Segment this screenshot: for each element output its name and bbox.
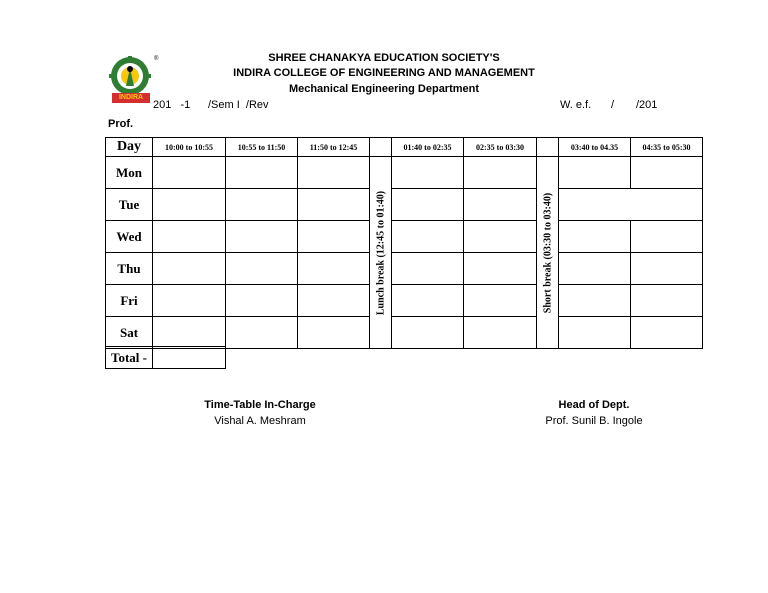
- table-cell[interactable]: [153, 221, 226, 253]
- table-cell[interactable]: [226, 285, 298, 317]
- table-cell[interactable]: [464, 285, 537, 317]
- table-row: [106, 157, 703, 189]
- merged-table-cell[interactable]: [559, 189, 703, 221]
- day-label: Wed: [106, 221, 153, 253]
- table-cell[interactable]: [153, 317, 226, 349]
- table-cell[interactable]: [631, 221, 703, 253]
- logo-registered-mark: ®: [154, 56, 159, 62]
- slot-header: 04:35 to 05:30: [631, 138, 703, 157]
- table-cell[interactable]: [153, 285, 226, 317]
- table-cell[interactable]: [298, 157, 370, 189]
- slot-header: 01:40 to 02:35: [392, 138, 464, 157]
- table-cell[interactable]: [392, 189, 464, 221]
- table-row: [106, 253, 703, 285]
- short-break-cell: [537, 157, 559, 349]
- slot-header: 10:00 to 10:55: [153, 138, 226, 157]
- short-break-label: Short break (03:30 to 03:40): [542, 192, 553, 313]
- slot-header: 02:35 to 03:30: [464, 138, 537, 157]
- table-cell[interactable]: [631, 157, 703, 189]
- header-row: [106, 138, 703, 157]
- short-break-header-cell: [537, 138, 559, 157]
- prof-label: Prof.: [108, 118, 134, 130]
- table-cell[interactable]: [464, 221, 537, 253]
- table-cell[interactable]: [298, 253, 370, 285]
- table-cell[interactable]: [226, 253, 298, 285]
- table-cell[interactable]: [559, 317, 631, 349]
- table-cell[interactable]: [392, 157, 464, 189]
- table-row: [106, 285, 703, 317]
- timetable: [105, 137, 703, 349]
- table-row: [106, 221, 703, 253]
- table-cell[interactable]: [464, 157, 537, 189]
- college-name: INDIRA COLLEGE OF ENGINEERING AND MANAGEMENT: [233, 67, 535, 79]
- table-cell[interactable]: [298, 317, 370, 349]
- logo-text: INDIRA: [118, 94, 144, 101]
- table-cell[interactable]: [464, 189, 537, 221]
- table-cell[interactable]: [153, 189, 226, 221]
- hod-title: Head of Dept.: [558, 399, 630, 411]
- total-row: [105, 346, 226, 369]
- day-label: Sat: [106, 317, 153, 349]
- wef-label: W. e.f.: [560, 99, 592, 111]
- slot-header: 03:40 to 04.35: [559, 138, 631, 157]
- table-cell[interactable]: [392, 221, 464, 253]
- table-cell[interactable]: [464, 317, 537, 349]
- hod-name: Prof. Sunil B. Ingole: [545, 415, 643, 427]
- table-cell[interactable]: [464, 253, 537, 285]
- table-cell[interactable]: [226, 221, 298, 253]
- society-name: SHREE CHANAKYA EDUCATION SOCIETY'S: [268, 52, 500, 64]
- table-cell[interactable]: [226, 189, 298, 221]
- day-header: Day: [106, 138, 153, 157]
- table-cell[interactable]: [392, 285, 464, 317]
- timetable-incharge-title: Time-Table In-Charge: [204, 399, 316, 411]
- timetable-incharge-name: Vishal A. Meshram: [214, 415, 306, 427]
- day-label: Tue: [106, 189, 153, 221]
- table-cell[interactable]: [559, 157, 631, 189]
- table-cell[interactable]: [298, 221, 370, 253]
- table-cell[interactable]: [631, 253, 703, 285]
- table-cell[interactable]: [392, 317, 464, 349]
- table-cell[interactable]: [226, 317, 298, 349]
- total-label: Total -: [106, 347, 153, 369]
- lunch-break-cell: [370, 157, 392, 349]
- table-row: [106, 317, 703, 349]
- total-cell[interactable]: [153, 347, 226, 369]
- table-cell[interactable]: [392, 253, 464, 285]
- day-label: Thu: [106, 253, 153, 285]
- table-cell[interactable]: [631, 317, 703, 349]
- table-cell[interactable]: [153, 157, 226, 189]
- table-cell[interactable]: [298, 285, 370, 317]
- day-label: Mon: [106, 157, 153, 189]
- wef-year: /201: [636, 99, 658, 111]
- table-cell[interactable]: [631, 285, 703, 317]
- slot-header: 11:50 to 12:45: [298, 138, 370, 157]
- table-row: [106, 189, 703, 221]
- slot-header: 10:55 to 11:50: [226, 138, 298, 157]
- table-cell[interactable]: [298, 189, 370, 221]
- academic-year: 201 -1: [153, 99, 191, 111]
- lunch-break-label: Lunch break (12:45 to 01:40): [375, 190, 386, 315]
- lunch-header-cell: [370, 138, 392, 157]
- college-logo: [104, 56, 158, 104]
- department-name: Mechanical Engineering Department: [288, 83, 480, 95]
- table-cell[interactable]: [153, 253, 226, 285]
- table-cell[interactable]: [226, 157, 298, 189]
- table-cell[interactable]: [559, 285, 631, 317]
- semester-revision: /Sem I /Rev: [208, 99, 269, 111]
- wef-separator: /: [611, 99, 615, 111]
- table-cell[interactable]: [559, 221, 631, 253]
- table-cell[interactable]: [559, 253, 631, 285]
- day-label: Fri: [106, 285, 153, 317]
